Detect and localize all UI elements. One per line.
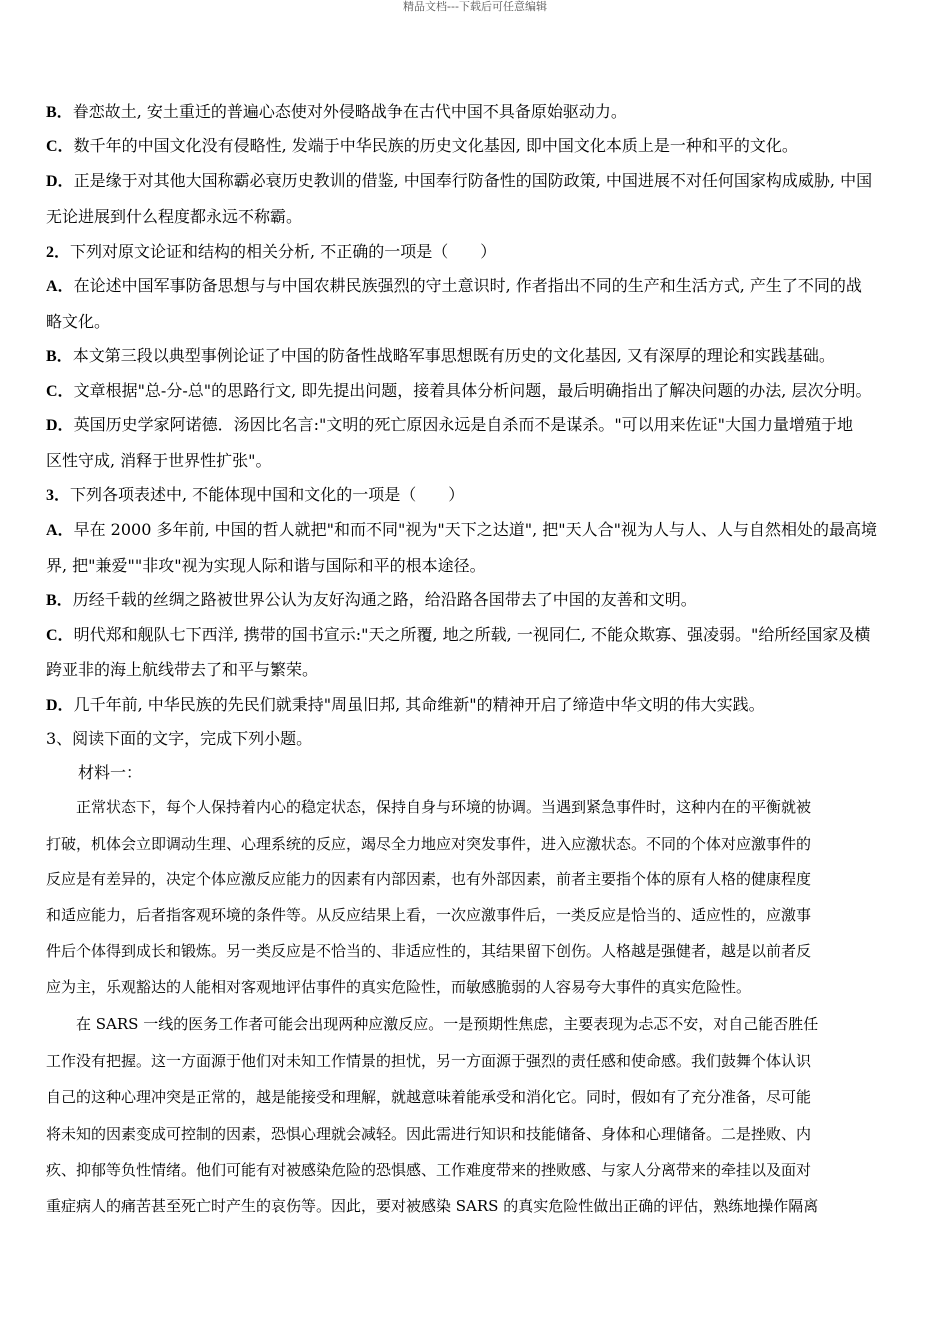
text-line xyxy=(46,694,906,717)
item-label: C． xyxy=(46,627,74,644)
line-text: 反应是有差异的，决定个体应激反应能力的因素有内部因素，也有外部因素，前者主要指个体的原有人格的健康程度 xyxy=(46,870,812,888)
line-text: 区性守成, 消释于世界性扩张"。 xyxy=(46,451,272,470)
line-text: 界, 把"兼爱""非攻"视为实现人际和谐与国际和平的根本途径。 xyxy=(46,556,486,575)
text-line xyxy=(46,135,906,158)
item-label: D． xyxy=(46,417,74,434)
text-line xyxy=(46,206,906,228)
line-text: 正常状态下，每个人保持着内心的稳定状态，保持自身与环境的协调。当遇到紧急事件时，这种内在的平衡就被 xyxy=(46,798,812,816)
item-label: B． xyxy=(46,104,73,121)
line-text: 正是缘于对其他大国称霸必衰历史教训的借鉴, 中国奉行防备性的国防政策, 中国进展不对任何国家构成威胁, 中国 xyxy=(73,171,873,190)
page-header: 精品文档---下载后可任意编辑 xyxy=(403,0,547,13)
item-label: C． xyxy=(46,383,74,400)
text-line xyxy=(46,762,906,784)
line-text: 历经千载的丝绸之路被世界公认为友好沟通之路，给沿路各国带去了中国的友善和文明。 xyxy=(72,590,697,609)
line-text: 下列各项表述中, 不能体现中国和文化的一项是（ ） xyxy=(70,485,465,504)
text-line xyxy=(46,940,906,962)
text-line xyxy=(46,1123,906,1145)
line-text: 件后个体得到成长和锻炼。另一类反应是不恰当的、非适应性的，其结果留下创伤。人格越是强健者，越是以前者反 xyxy=(46,942,812,960)
text-line xyxy=(46,624,906,647)
line-text: 应为主，乐观豁达的人能相对客观地评估事件的真实危险性，而敏感脆弱的人容易夸大事件的真实危险性。 xyxy=(46,978,752,996)
line-text: 在论述中国军事防备思想与与中国农耕民族强烈的守土意识时, 作者指出不同的生产和生活方式, 产生了不同的战 xyxy=(73,276,862,295)
item-label: A． xyxy=(46,278,74,295)
text-line xyxy=(46,241,906,264)
line-text: 早在 2000 多年前, 中国的哲人就把"和而不同"视为"天下之达道", 把"天人合"视为人与人、人与自然相处的最高境 xyxy=(73,520,877,539)
line-text: 数千年的中国文化没有侵略性, 发端于中华民族的历史文化基因, 即中国文化本质上是一种和平的文化。 xyxy=(73,136,798,155)
text-line xyxy=(46,868,906,890)
text-line xyxy=(46,1086,906,1108)
line-text: 自己的这种心理冲突是正常的，越是能接受和理解，就越意味着能承受和消化它。同时，假如有了充分准备，尽可能 xyxy=(46,1088,812,1106)
item-label: A． xyxy=(46,522,74,539)
text-line xyxy=(46,275,906,298)
text-line xyxy=(46,519,906,542)
item-label: 2． xyxy=(46,244,71,261)
line-text: 疚、抑郁等负性情绪。他们可能有对被感染危险的恐惧感、工作难度带来的挫败感、与家人分离带来的牵挂以及面对 xyxy=(46,1161,812,1179)
text-line xyxy=(46,976,906,998)
line-text: 跨亚非的海上航线带去了和平与繁荣。 xyxy=(46,660,319,679)
line-text: 英国历史学家阿诺德．汤因比名言:"文明的死亡原因永远是自杀而不是谋杀。"可以用来佐证"大国力量增殖于地 xyxy=(73,415,854,434)
item-label: B． xyxy=(46,348,73,365)
text-line xyxy=(46,101,906,124)
line-text: 眷恋故土, 安土重迁的普遍心态使对外侵略战争在古代中国不具备原始驱动力。 xyxy=(72,102,627,121)
line-text: 工作没有把握。这一方面源于他们对未知工作情景的担忧，另一方面源于强烈的责任感和使命感。我们鼓舞个体认识 xyxy=(46,1052,812,1070)
item-label: C． xyxy=(46,138,74,155)
text-line xyxy=(46,484,906,507)
line-text: 打破，机体会立即调动生理、心理系统的反应，竭尽全力地应对突发事件，进入应激状态。不同的个体对应激事件的 xyxy=(46,835,812,853)
text-line xyxy=(46,833,906,855)
text-line xyxy=(46,170,906,193)
item-label: D． xyxy=(46,697,74,714)
text-line xyxy=(46,1050,906,1072)
text-line xyxy=(46,659,906,681)
text-line xyxy=(46,555,906,577)
text-line xyxy=(46,1195,906,1217)
text-line xyxy=(46,414,906,437)
line-text: 本文第三段以典型事例论证了中国的防备性战略军事思想既有历史的文化基因, 又有深厚的理论和实践基础。 xyxy=(72,346,835,365)
line-text: 明代郑和舰队七下西洋, 携带的国书宣示:"天之所覆, 地之所载, 一视同仁, 不能众欺寡、强凌弱。"给所经国家及横 xyxy=(73,625,871,644)
text-line xyxy=(46,728,906,750)
line-text: 3、阅读下面的文字，完成下列小题。 xyxy=(46,729,313,748)
text-line xyxy=(46,589,906,612)
line-text: 材料一： xyxy=(46,763,143,782)
text-line xyxy=(46,1013,906,1035)
text-line xyxy=(46,1159,906,1181)
line-text: 无论进展到什么程度都永远不称霸。 xyxy=(46,207,303,226)
text-line xyxy=(46,904,906,926)
line-text: 几千年前, 中华民族的先民们就秉持"周虽旧邦, 其命维新"的精神开启了缔造中华文明的伟大实践。 xyxy=(73,695,765,714)
item-label: 3． xyxy=(46,487,71,504)
text-line xyxy=(46,311,906,333)
line-text: 下列对原文论证和结构的相关分析, 不正确的一项是（ ） xyxy=(70,242,497,261)
line-text: 重症病人的痛苦甚至死亡时产生的哀伤等。因此，要对被感染 SARS 的真实危险性做出正确的评估，熟练地操作隔离 xyxy=(46,1197,819,1215)
line-text: 和适应能力，后者指客观环境的条件等。从反应结果上看，一次应激事件后，一类反应是恰当的、适应性的，应激事 xyxy=(46,906,812,924)
line-text: 将未知的因素变成可控制的因素，恐惧心理就会减轻。因此需进行知识和技能储备、身体和心理储备。二是挫败、内 xyxy=(46,1125,812,1143)
text-line xyxy=(46,380,906,403)
text-line xyxy=(46,450,906,472)
line-text: 在 SARS 一线的医务工作者可能会出现两种应激反应。一是预期性焦虑，主要表现为忐忑不安，对自己能否胜任 xyxy=(46,1015,819,1033)
line-text: 略文化。 xyxy=(46,312,111,331)
item-label: D． xyxy=(46,173,74,190)
text-line xyxy=(46,796,906,818)
line-text: 文章根据"总-分-总"的思路行文, 即先提出问题，接着具体分析问题，最后明确指出了解决问题的办法, 层次分明。 xyxy=(73,381,872,400)
text-line xyxy=(46,345,906,368)
item-label: B． xyxy=(46,592,73,609)
